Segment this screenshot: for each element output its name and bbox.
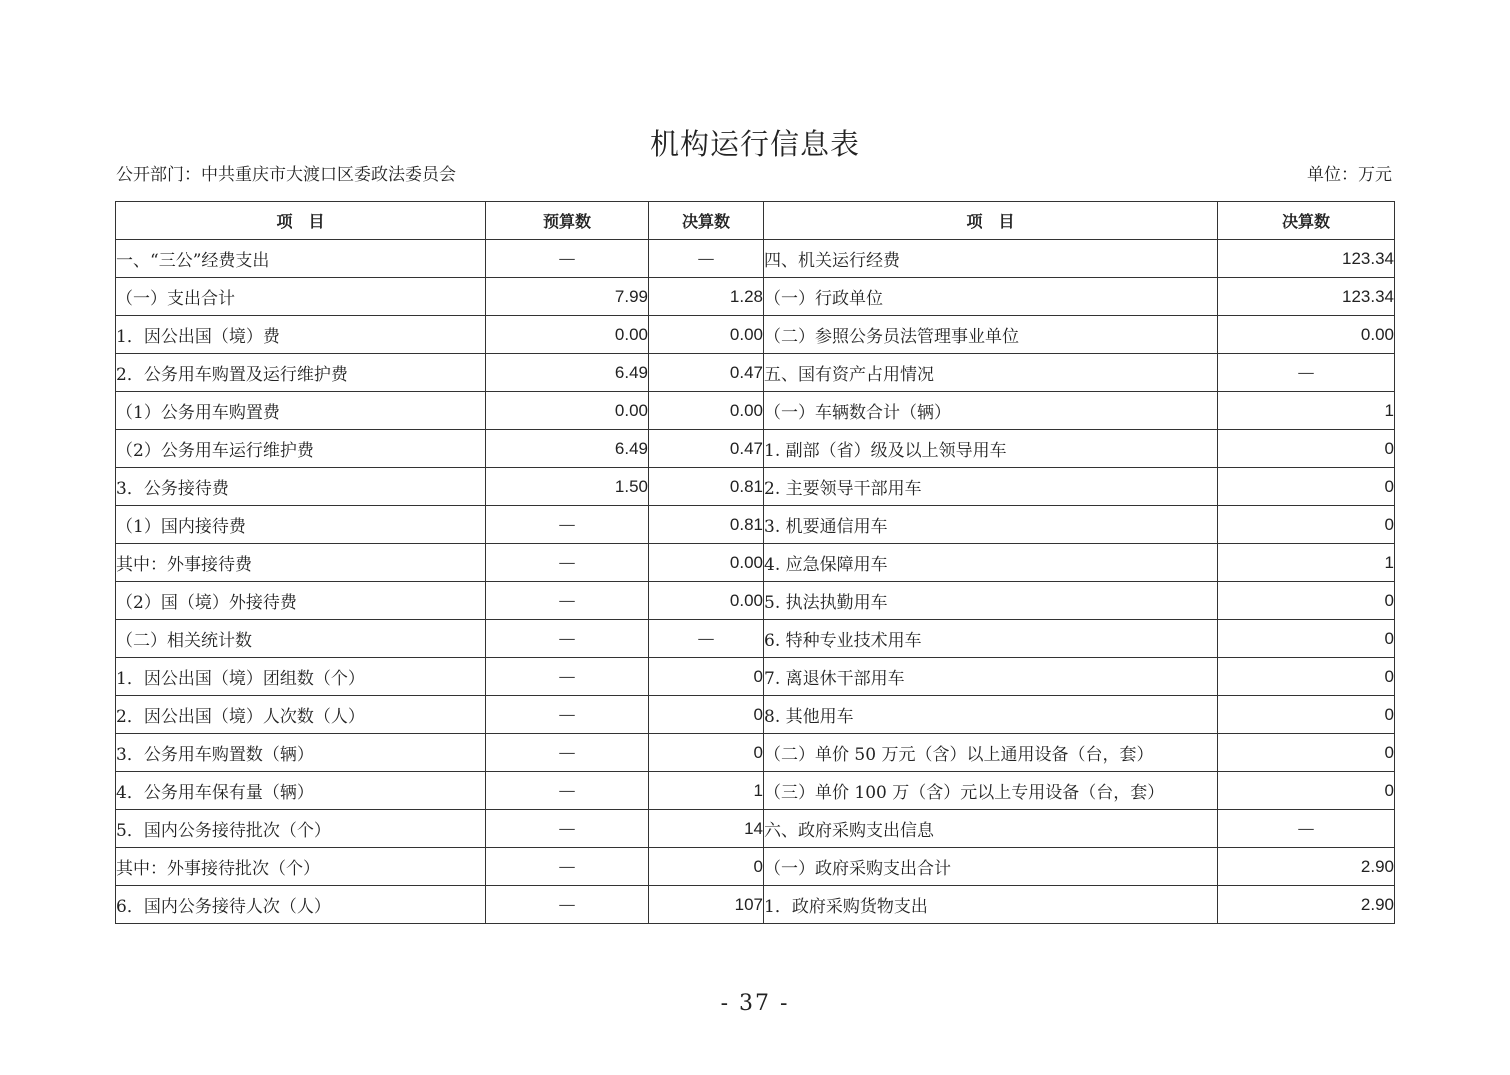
right-actual-value: 0 [1218, 658, 1395, 696]
right-item-label: 7. 离退休干部用车 [764, 658, 1218, 696]
left-item-label: 2．公务用车购置及运行维护费 [116, 354, 486, 392]
col-header-budget: 预算数 [486, 202, 649, 240]
budget-value: — [486, 620, 649, 658]
table-row [116, 734, 1395, 772]
table-row [116, 848, 1395, 886]
right-actual-value: 0 [1218, 468, 1395, 506]
left-item-label: 1．因公出国（境）费 [116, 316, 486, 354]
right-actual-value: 0 [1218, 582, 1395, 620]
page-title: 机构运行信息表 [649, 127, 860, 161]
right-item-label: 4. 应急保障用车 [764, 544, 1218, 582]
budget-value: — [486, 696, 649, 734]
right-item-label: 四、机关运行经费 [764, 240, 1218, 278]
unit-label: 单位：万元 [1307, 165, 1392, 185]
left-item-label: 2．因公出国（境）人次数（人） [116, 696, 486, 734]
budget-value: — [486, 240, 649, 278]
left-item-label: 6．国内公务接待人次（人） [116, 886, 486, 924]
right-item-label: 1. 副部（省）级及以上领导用车 [764, 430, 1218, 468]
table-row [116, 240, 1395, 278]
budget-value: — [486, 582, 649, 620]
left-actual-value: 0.81 [649, 468, 764, 506]
right-item-label: （一）行政单位 [764, 278, 1218, 316]
table-row [116, 696, 1395, 734]
table-row [116, 316, 1395, 354]
table-row [116, 582, 1395, 620]
right-item-label: （一）车辆数合计（辆） [764, 392, 1218, 430]
right-item-label: 1．政府采购货物支出 [764, 886, 1218, 924]
right-actual-value: 123.34 [1218, 240, 1395, 278]
budget-value: 0.00 [486, 316, 649, 354]
left-actual-value: 107 [649, 886, 764, 924]
left-actual-value: 0.47 [649, 354, 764, 392]
right-actual-value: — [1218, 354, 1395, 392]
left-actual-value: 0.00 [649, 582, 764, 620]
right-item-label: （一）政府采购支出合计 [764, 848, 1218, 886]
right-actual-value: 0 [1218, 506, 1395, 544]
budget-value: — [486, 848, 649, 886]
right-actual-value: — [1218, 810, 1395, 848]
page-number: - 37 - [720, 991, 790, 1016]
budget-value: 6.49 [486, 354, 649, 392]
left-actual-value: 0 [649, 848, 764, 886]
left-actual-value: 14 [649, 810, 764, 848]
left-item-label: 4．公务用车保有量（辆） [116, 772, 486, 810]
left-actual-value: 0 [649, 734, 764, 772]
right-actual-value: 0 [1218, 696, 1395, 734]
right-item-label: 3. 机要通信用车 [764, 506, 1218, 544]
left-actual-value: 0.81 [649, 506, 764, 544]
left-item-label: 3．公务接待费 [116, 468, 486, 506]
right-actual-value: 0 [1218, 620, 1395, 658]
left-actual-value: 0 [649, 658, 764, 696]
table-row [116, 544, 1395, 582]
department-label: 公开部门：中共重庆市大渡口区委政法委员会 [116, 165, 456, 185]
table-row [116, 354, 1395, 392]
left-item-label: （1）国内接待费 [116, 506, 486, 544]
left-actual-value: 0.00 [649, 392, 764, 430]
left-item-label: 5．国内公务接待批次（个） [116, 810, 486, 848]
right-item-label: 6. 特种专业技术用车 [764, 620, 1218, 658]
table-row [116, 810, 1395, 848]
left-item-label: （二）相关统计数 [116, 620, 486, 658]
left-actual-value: 0.47 [649, 430, 764, 468]
budget-value: 0.00 [486, 392, 649, 430]
left-item-label: 其中：外事接待批次（个） [116, 848, 486, 886]
table-row [116, 886, 1395, 924]
col-header-actual-right: 决算数 [1218, 202, 1395, 240]
left-actual-value: 0 [649, 696, 764, 734]
budget-value: 6.49 [486, 430, 649, 468]
budget-value: — [486, 734, 649, 772]
left-item-label: （2）公务用车运行维护费 [116, 430, 486, 468]
left-item-label: （一）支出合计 [116, 278, 486, 316]
right-actual-value: 0 [1218, 772, 1395, 810]
right-actual-value: 123.34 [1218, 278, 1395, 316]
left-item-label: 3．公务用车购置数（辆） [116, 734, 486, 772]
info-table [115, 201, 1395, 924]
table-row [116, 430, 1395, 468]
right-item-label: 六、政府采购支出信息 [764, 810, 1218, 848]
left-actual-value: 1 [649, 772, 764, 810]
col-header-item-right: 项 目 [764, 202, 1218, 240]
right-item-label: （二）参照公务员法管理事业单位 [764, 316, 1218, 354]
left-item-label: （1）公务用车购置费 [116, 392, 486, 430]
left-item-label: 一、“三公”经费支出 [116, 240, 486, 278]
right-actual-value: 2.90 [1218, 886, 1395, 924]
right-item-label: 2. 主要领导干部用车 [764, 468, 1218, 506]
budget-value: 7.99 [486, 278, 649, 316]
left-actual-value: 0.00 [649, 316, 764, 354]
table-row [116, 620, 1395, 658]
budget-value: 1.50 [486, 468, 649, 506]
left-actual-value: — [649, 620, 764, 658]
left-actual-value: 0.00 [649, 544, 764, 582]
right-actual-value: 0 [1218, 430, 1395, 468]
right-actual-value: 2.90 [1218, 848, 1395, 886]
right-actual-value: 1 [1218, 544, 1395, 582]
budget-value: — [486, 810, 649, 848]
table-row [116, 392, 1395, 430]
budget-value: — [486, 506, 649, 544]
budget-value: — [486, 772, 649, 810]
table-row [116, 468, 1395, 506]
budget-value: — [486, 544, 649, 582]
right-item-label: 5. 执法执勤用车 [764, 582, 1218, 620]
right-item-label: （二）单价 50 万元（含）以上通用设备（台，套） [764, 734, 1218, 772]
budget-value: — [486, 886, 649, 924]
table-row [116, 658, 1395, 696]
left-actual-value: — [649, 240, 764, 278]
table-row [116, 278, 1395, 316]
table-header-row [116, 202, 1395, 240]
right-item-label: 五、国有资产占用情况 [764, 354, 1218, 392]
table-body [116, 240, 1395, 924]
right-actual-value: 0 [1218, 734, 1395, 772]
col-header-item-left: 项 目 [116, 202, 486, 240]
table-row [116, 506, 1395, 544]
right-actual-value: 1 [1218, 392, 1395, 430]
right-actual-value: 0.00 [1218, 316, 1395, 354]
left-item-label: （2）国（境）外接待费 [116, 582, 486, 620]
right-item-label: （三）单价 100 万（含）元以上专用设备（台，套） [764, 772, 1218, 810]
right-item-label: 8. 其他用车 [764, 696, 1218, 734]
left-actual-value: 1.28 [649, 278, 764, 316]
budget-value: — [486, 658, 649, 696]
col-header-actual-left: 决算数 [649, 202, 764, 240]
left-item-label: 1．因公出国（境）团组数（个） [116, 658, 486, 696]
left-item-label: 其中：外事接待费 [116, 544, 486, 582]
table-row [116, 772, 1395, 810]
